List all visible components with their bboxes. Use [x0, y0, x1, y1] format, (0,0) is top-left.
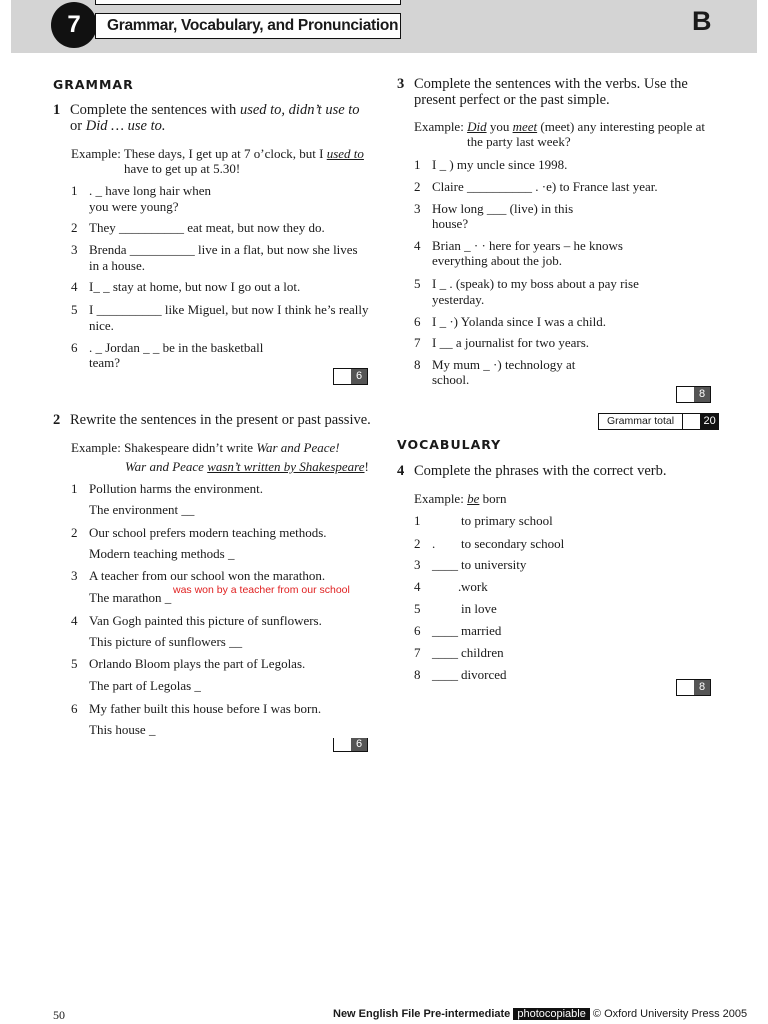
q3-score-box[interactable] — [676, 386, 711, 403]
q2-item-3 — [71, 568, 325, 584]
q4-item-7 — [414, 645, 504, 661]
item-number: 6 — [71, 701, 78, 716]
item-text: married — [461, 623, 502, 638]
q4-item-4 — [414, 579, 488, 595]
item-text: I_ _ stay at home, but now I go out a lot. — [89, 279, 301, 294]
q4-item-8 — [414, 667, 506, 683]
example-text: Example: Shakespeare didn’t write — [71, 440, 254, 455]
item-text: to university — [461, 557, 527, 572]
item-number: 5 — [414, 601, 421, 616]
item-number: 3 — [414, 557, 421, 572]
q3-item-5-cont: yesterday. — [432, 292, 485, 307]
q3-item-3-cont: house? — [432, 216, 469, 231]
book-title: New English File — [333, 1008, 421, 1020]
q2-item-3-prompt[interactable]: The marathon _ — [89, 590, 172, 605]
q1-item-4 — [71, 279, 300, 295]
example-answer: used to — [326, 146, 364, 161]
q2-item-6 — [71, 701, 321, 717]
instruction-text: Complete the sentences with the verbs. Use the — [414, 76, 688, 92]
unit-number-badge: 7 — [51, 2, 97, 48]
q3-example-cont: the party last week? — [467, 134, 571, 149]
question-3-instruction — [397, 76, 717, 108]
item-text: Brenda __________ live in a flat, but now she lives — [89, 242, 358, 257]
item-text: . _ have long hair when — [89, 183, 212, 198]
q3-example — [414, 119, 705, 135]
question-number: 3 — [397, 76, 405, 92]
item-number: 3 — [71, 568, 78, 583]
q1-item-5 — [71, 302, 368, 318]
score-value: 8 — [694, 387, 710, 402]
q1-example-cont: have to get up at 5.30! — [124, 161, 241, 176]
item-text: I __________ like Miguel, but now I think he’s really — [89, 302, 369, 317]
question-number: 2 — [53, 412, 61, 428]
q3-item-5 — [414, 276, 639, 292]
question-4-instruction — [397, 463, 717, 479]
q4-item-3 — [414, 557, 526, 573]
item-number: 7 — [414, 335, 421, 350]
photocopiable-badge: photocopiable — [513, 1008, 590, 1020]
q1-item-3-cont: in a house. — [89, 258, 145, 273]
item-text: A teacher from our school won the marathon. — [89, 568, 326, 583]
q2-score-box[interactable] — [333, 738, 368, 752]
question-number: 4 — [397, 463, 405, 479]
item-number: 1 — [71, 183, 78, 198]
q2-item-4 — [71, 613, 322, 629]
item-number: 5 — [71, 656, 78, 671]
instruction-text: Complete the phrases with the correct verb. — [414, 463, 667, 479]
grammar-total-label: Grammar total — [599, 414, 683, 429]
instruction-text: Rewrite the sentences in the present or past passive. — [70, 412, 371, 428]
q2-item-5-prompt[interactable]: The part of Legolas _ — [89, 678, 201, 693]
item-blank[interactable]: ____ — [432, 645, 458, 660]
item-text: Our school prefers modern teaching methods. — [89, 525, 327, 540]
item-text: I _ ) my uncle since 1998. — [432, 157, 568, 172]
q4-item-2 — [414, 536, 564, 552]
q1-item-6 — [71, 340, 263, 356]
item-number: 1 — [414, 513, 421, 528]
example-answer: Did — [467, 119, 487, 134]
item-number: 5 — [414, 276, 421, 291]
item-text: I _ ·) Yolanda since I was a child. — [432, 314, 607, 329]
item-text: to primary school — [461, 513, 553, 528]
item-number: 6 — [414, 623, 421, 638]
question-1-instruction — [53, 102, 373, 134]
q1-item-1-cont: you were young? — [89, 199, 179, 214]
instruction-text: Complete the sentences with — [70, 102, 237, 118]
item-text: . _ Jordan _ _ be in the basketball — [89, 340, 264, 355]
q4-item-6 — [414, 623, 501, 639]
item-blank[interactable]: ____ — [432, 667, 458, 682]
item-text: How long ___ (live) in this — [432, 201, 574, 216]
book-level: Pre-intermediate — [423, 1008, 511, 1020]
score-value: 8 — [694, 680, 710, 695]
q1-score-box[interactable] — [333, 368, 368, 385]
item-number: 2 — [71, 525, 78, 540]
handwritten-answer: was won by a teacher from our school — [173, 584, 350, 596]
item-number: 4 — [414, 579, 421, 594]
q3-item-7 — [414, 335, 589, 351]
example-italic: War and Peace! — [256, 440, 340, 455]
item-number: 4 — [71, 613, 78, 628]
example-italic: War and Peace — [125, 459, 204, 474]
q1-item-3 — [71, 242, 358, 258]
instruction-text: or — [70, 118, 83, 134]
example-end: ! — [364, 459, 369, 474]
item-number: 4 — [71, 279, 78, 294]
example-text: (meet) any interesting people at — [540, 119, 705, 134]
item-text: My mum _ ·) technology at — [432, 357, 576, 372]
example-answer: be — [467, 491, 480, 506]
example-text: born — [482, 491, 507, 506]
grammar-total-box — [598, 413, 719, 430]
q1-item-1 — [71, 183, 211, 199]
grammar-heading: GRAMMAR — [53, 77, 134, 92]
q2-item-1-prompt[interactable]: The environment __ — [89, 502, 195, 517]
q2-item-2 — [71, 525, 327, 541]
item-text: in love — [461, 601, 497, 616]
level-letter: B — [692, 6, 712, 36]
item-number: 3 — [414, 201, 421, 216]
q2-item-2-prompt[interactable]: Modern teaching methods _ — [89, 546, 235, 561]
example-text: Example: These days, I get up at 7 o’clock, but I — [71, 146, 324, 161]
item-blank[interactable]: . — [432, 536, 436, 551]
item-number: 2 — [71, 220, 78, 235]
item-text: I _ . (speak) to my boss about a pay rise — [432, 276, 639, 291]
q2-item-5 — [71, 656, 305, 672]
q3-item-6 — [414, 314, 606, 330]
vocabulary-heading: VOCABULARY — [397, 437, 502, 452]
copyright-text: © Oxford University Press 2005 — [592, 1008, 748, 1020]
example-answer: wasn’t written by Shakespeare — [207, 459, 365, 474]
q4-item-5 — [414, 601, 497, 617]
item-number: 6 — [71, 340, 78, 355]
example-text: you — [489, 119, 510, 134]
q1-item-5-cont: nice. — [89, 318, 114, 333]
score-value: 6 — [351, 738, 367, 751]
grammar-total-blank[interactable] — [683, 414, 701, 429]
item-number: 3 — [71, 242, 78, 257]
item-text: to secondary school — [461, 536, 565, 551]
example-text: Example: — [414, 491, 464, 506]
q1-item-6-cont: team? — [89, 355, 121, 370]
q3-item-4-cont: everything about the job. — [432, 253, 562, 268]
item-number: 1 — [414, 157, 421, 172]
q4-score-box[interactable] — [676, 679, 711, 696]
q3-item-3 — [414, 201, 573, 217]
item-number: 2 — [414, 179, 421, 194]
item-text: work — [461, 579, 488, 594]
item-number: 2 — [414, 536, 421, 551]
item-text: Van Gogh painted this picture of sunflowers. — [89, 613, 322, 628]
q3-item-8-cont: school. — [432, 372, 470, 387]
q4-item-1 — [414, 513, 553, 529]
q1-example — [71, 146, 364, 162]
instruction-text: present perfect or the past simple. — [414, 92, 610, 108]
instruction-italic: Did … use to. — [85, 118, 166, 134]
item-number: 6 — [414, 314, 421, 329]
item-text: They __________ eat meat, but now they do. — [89, 220, 325, 235]
item-text: My father built this house before I was born. — [89, 701, 322, 716]
item-text: Claire __________ . ·e) to France last year. — [432, 179, 658, 194]
q2-example-answer-line — [125, 459, 369, 475]
example-text: Example: — [414, 119, 464, 134]
question-number: 1 — [53, 102, 61, 118]
instruction-italic: used to, didn’t use to — [239, 102, 360, 118]
question-2-instruction — [53, 412, 383, 428]
grammar-total-value: 20 — [701, 414, 718, 429]
item-text: I __ a journalist for two years. — [432, 335, 590, 350]
q3-item-8 — [414, 357, 575, 373]
footer-credits — [333, 1008, 747, 1020]
q1-item-2 — [71, 220, 325, 236]
q3-item-1 — [414, 157, 567, 173]
item-text: Pollution harms the environment. — [89, 481, 264, 496]
q3-item-4 — [414, 238, 623, 254]
item-number: 8 — [414, 357, 421, 372]
q2-item-6-prompt[interactable]: This house _ — [89, 722, 156, 737]
page-title: Grammar, Vocabulary, and Pronunciation — [95, 13, 401, 39]
item-number: 1 — [71, 481, 78, 496]
item-number: 5 — [71, 302, 78, 317]
item-text: Orlando Bloom plays the part of Legolas. — [89, 656, 306, 671]
item-text: divorced — [461, 667, 507, 682]
q4-example — [414, 491, 506, 507]
q2-example — [71, 440, 340, 456]
item-blank[interactable]: ____ — [432, 557, 458, 572]
q3-item-2 — [414, 179, 658, 195]
item-number: 7 — [414, 645, 421, 660]
header-top-line — [95, 0, 401, 5]
score-value: 6 — [351, 369, 367, 384]
item-text: Brian _ · · here for years – he knows — [432, 238, 623, 253]
q2-item-4-prompt[interactable]: This picture of sunflowers __ — [89, 634, 243, 649]
item-number: 8 — [414, 667, 421, 682]
item-number: 4 — [414, 238, 421, 253]
item-blank[interactable]: ____ — [432, 623, 458, 638]
example-answer: meet — [512, 119, 538, 134]
item-blank[interactable]: . — [458, 579, 462, 594]
item-text: children — [461, 645, 504, 660]
page-number: 50 — [53, 1008, 65, 1022]
q2-item-1 — [71, 481, 263, 497]
